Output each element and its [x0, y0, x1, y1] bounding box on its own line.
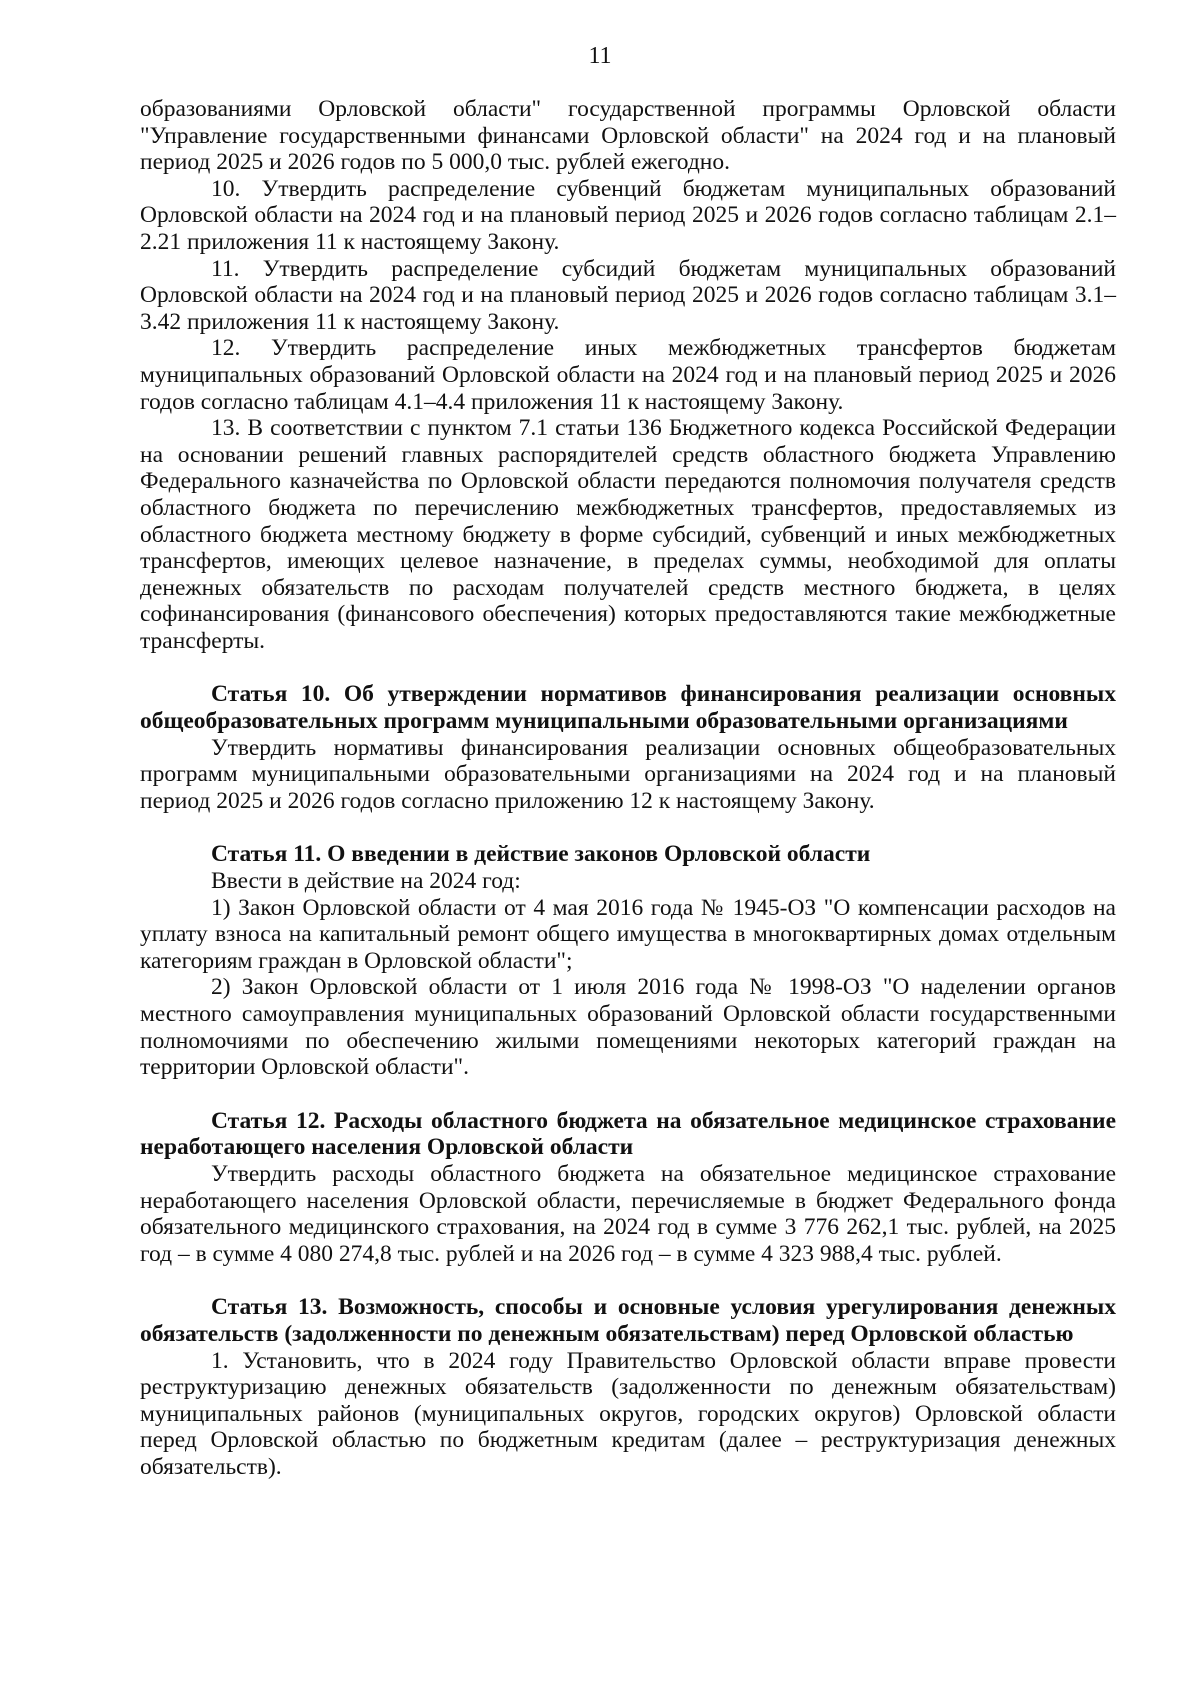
paragraph-continuation: образованиями Орловской области" государственной программы Орловской области "Управление государственными финансами Орловской области" на 2024 год и на плановый период 2025 и 2026 годов по 5 000,0 тыс. рублей ежегодно. [140, 96, 1116, 176]
article-11-item-2: 2) Закон Орловской области от 1 июля 2016 года № 1998-ОЗ "О наделении органов местного самоуправления муниципальных образований Орловской области государственными полномочиями по обеспечению жилыми помещениями некоторых категорий граждан на территории Орловской области". [140, 974, 1116, 1081]
article-11-item-1: 1) Закон Орловской области от 4 мая 2016 года № 1945-ОЗ "О компенсации расходов на уплату взноса на капитальный ремонт общего имущества в многоквартирных домах отдельным категориям граждан в Орловской области"; [140, 894, 1116, 974]
article-12-text: Утвердить расходы областного бюджета на обязательное медицинское страхование неработающего населения Орловской области, перечисляемые в бюджет Федерального фонда обязательного медицинского страхования, на 2024 год в сумме 3 776 262,1 тыс. рублей, на 2025 год – в сумме 4 080 274,8 тыс. рублей и на 2026 год – в сумме 4 323 988,4 тыс. рублей. [140, 1160, 1116, 1267]
paragraph-item-13: 13. В соответствии с пунктом 7.1 статьи 136 Бюджетного кодекса Российской Федерации на основании решений главных распорядителей средств областного бюджета Управлению Федерального казначейства по Орловской области передаются полномочия получателя средств областного бюджета по перечислению межбюджетных трансфертов, предоставляемых из областного бюджета местному бюджету в форме субсидий, субвенций и иных межбюджетных трансфертов, имеющих целевое назначение, в пределах суммы, необходимой для оплаты денежных обязательств по расходам получателей средств местного бюджета, в целях софинансирования (финансового обеспечения) которых предоставляются такие межбюджетные трансферты. [140, 415, 1116, 654]
article-10-heading: Статья 10. Об утверждении нормативов финансирования реализации основных общеобразовательных программ муниципальными образовательными организациями [140, 681, 1116, 735]
paragraph-item-11: 11. Утвердить распределение субсидий бюджетам муниципальных образований Орловской области на 2024 год и на плановый период 2025 и 2026 годов согласно таблицам 3.1–3.42 приложения 11 к настоящему Закону. [140, 255, 1116, 335]
document-body [140, 96, 1116, 1481]
article-13-item-1: 1. Установить, что в 2024 году Правительство Орловской области вправе провести реструктуризацию денежных обязательств (задолженности по денежным обязательствам) муниципальных районов (муниципальных округов, городских округов) Орловской области перед Орловской областью по бюджетным кредитам (далее – реструктуризация денежных обязательств). [140, 1347, 1116, 1480]
article-11-heading: Статья 11. О введении в действие законов Орловской области [211, 841, 871, 868]
page-number: 11 [588, 43, 612, 69]
article-11-intro: Ввести в действие на 2024 год: [211, 868, 521, 895]
article-10-text: Утвердить нормативы финансирования реализации основных общеобразовательных программ муниципальными образовательными организациями на 2024 год и на плановый период 2025 и 2026 годов согласно приложению 12 к настоящему Закону. [140, 734, 1116, 814]
article-12-heading: Статья 12. Расходы областного бюджета на обязательное медицинское страхование неработающего населения Орловской области [140, 1107, 1116, 1161]
paragraph-item-12: 12. Утвердить распределение иных межбюджетных трансфертов бюджетам муниципальных образований Орловской области на 2024 год и на плановый период 2025 и 2026 годов согласно таблицам 4.1–4.4 приложения 11 к настоящему Закону. [140, 335, 1116, 415]
article-13-heading: Статья 13. Возможность, способы и основные условия урегулирования денежных обязательств (задолженности по денежным обязательствам) перед Орловской областью [140, 1294, 1116, 1347]
paragraph-item-10: 10. Утвердить распределение субвенций бюджетам муниципальных образований Орловской области на 2024 год и на плановый период 2025 и 2026 годов согласно таблицам 2.1–2.21 приложения 11 к настоящему Закону. [140, 175, 1116, 255]
